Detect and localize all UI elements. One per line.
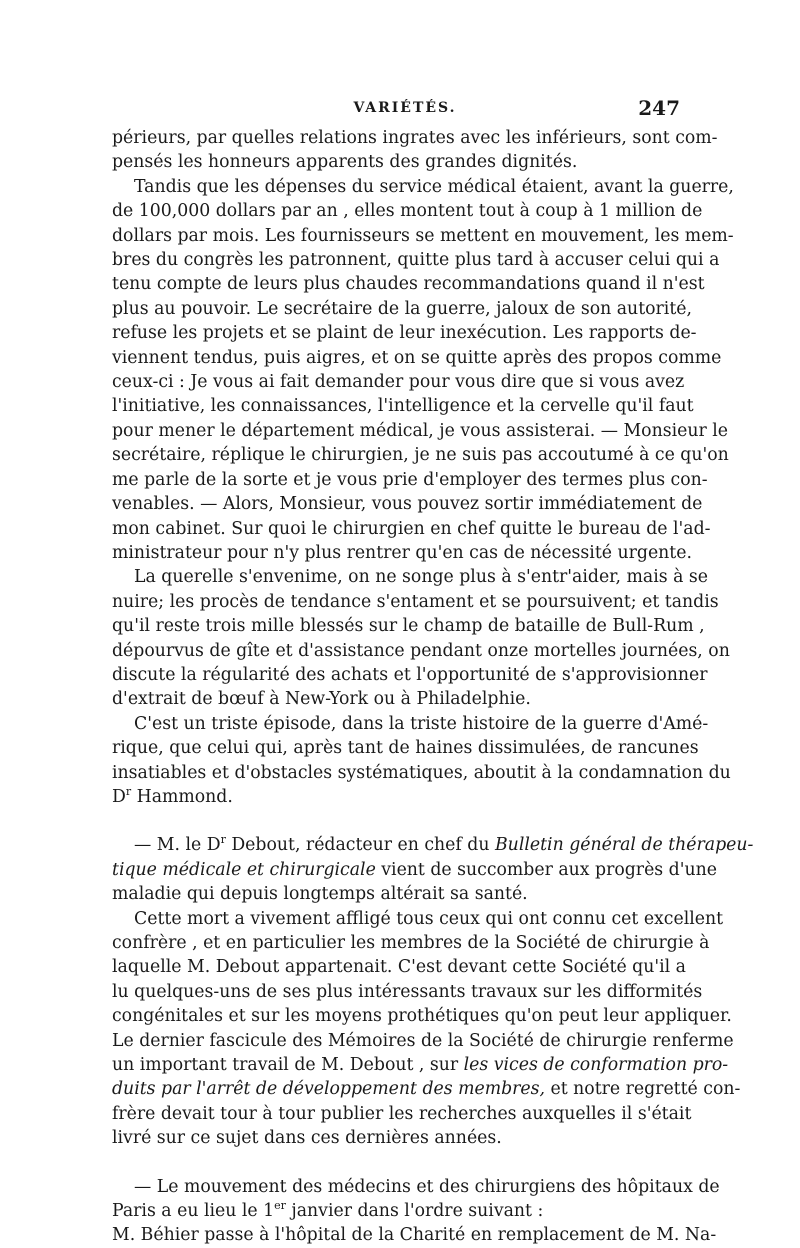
text-line: Cette mort a vivement affligé tous ceux qui ont connu cet excellent (134, 908, 724, 929)
text-line: ceux-ci : Je vous ai fait demander pour vous dire que si vous avez (112, 372, 685, 393)
text-line: mon cabinet. Sur quoi le chirurgien en chef quitte le bureau de l'ad- (112, 518, 711, 539)
body-text (112, 126, 754, 1248)
text-line: discute la régularité des achats et l'opportunité de s'approvisionner (112, 664, 708, 685)
text-line: Le dernier fascicule des Mémoires de la Société de chirurgie renferme (112, 1030, 734, 1051)
text-line: livré sur ce sujet dans ces dernières années. (112, 1128, 502, 1149)
text-line: frère devait tour à tour publier les recherches auxquelles il s'était (112, 1103, 692, 1124)
paragraph-2 (112, 175, 734, 566)
text-line: laquelle M. Debout appartenait. C'est devant cette Société qu'il a (112, 957, 686, 978)
text-line: rique, que celui qui, après tant de haines dissimulées, de rancunes (112, 738, 699, 759)
text-fragment: vient de succomber aux progrès d'une (375, 859, 717, 880)
superscript: r (125, 785, 132, 799)
text-fragment: et notre regretté con- (545, 1079, 741, 1100)
section-gap (112, 809, 684, 833)
text-line: maladie qui depuis longtemps altérait sa santé. (112, 884, 528, 905)
paragraph-3 (112, 565, 730, 711)
text-line: congénitales et sur les moyens prothétiques qu'on peut leur appliquer. (112, 1006, 732, 1027)
journal-title: tique médicale et chirurgicale (112, 859, 376, 880)
text-line: Tandis que les dépenses du service médical étaient, avant la guerre, (134, 176, 734, 197)
journal-title: Bulletin général de thérapeu- (494, 835, 754, 856)
paragraph-4 (112, 712, 731, 810)
text-line: pensés les honneurs apparents des grandes dignités. (112, 152, 578, 173)
text-fragment: — M. le D (134, 835, 221, 856)
paragraph-7 (112, 1175, 720, 1248)
page-number: 247 (638, 96, 680, 120)
text-line: M. Béhier passe à l'hôpital de la Charité en remplacement de M. Na- (112, 1225, 717, 1246)
text-line: confrère , et en particulier les membres de la Société de chirurgie à (112, 933, 710, 953)
text-line: secrétaire, réplique le chirurgien, je ne suis pas accoutumé à ce qu'on (112, 445, 729, 466)
text-line (112, 833, 754, 857)
text-fragment: Paris a eu lieu le 1 (112, 1201, 275, 1222)
text-line: insatiables et d'obstacles systématiques, aboutit à la condamnation du (112, 762, 731, 783)
text-line: me parle de la sorte et je vous prie d'employer des termes plus con- (112, 469, 708, 490)
text-fragment: Debout, rédacteur en chef du (225, 835, 495, 856)
text-line: bres du congrès les patronnent, quitte plus tard à accuser celui qui a (112, 250, 720, 271)
text-line: l'initiative, les connaissances, l'intelligence et la cervelle qu'il faut (112, 396, 694, 417)
text-line (112, 785, 684, 809)
text-line: venables. — Alors, Monsieur, vous pouvez sortir immédiatement de (112, 494, 703, 515)
superscript: er (274, 1199, 286, 1213)
text-line: de 100,000 dollars par an , elles montent tout à coup à 1 million de (112, 201, 703, 222)
text-fragment: Hammond. (131, 786, 233, 807)
text-line: plus au pouvoir. Le secrétaire de la guerre, jaloux de son autorité, (112, 298, 692, 319)
text-line (112, 858, 717, 882)
paragraph-5 (112, 833, 754, 906)
running-title: VARIÉTÉS. (353, 100, 457, 116)
text-line: dépourvus de gîte et d'assistance pendant onze mortelles journées, on (112, 640, 730, 661)
text-line: refuse les projets et se plaint de leur inexécution. Les rapports de- (112, 323, 697, 344)
text-fragment: janvier dans l'ordre suivant : (285, 1201, 544, 1222)
text-line: lu quelques-uns de ses plus intéressants travaux sur les difformités (112, 981, 703, 1002)
text-line: ministrateur pour n'y plus rentrer qu'en cas de nécessité urgente. (112, 542, 692, 563)
paragraph-6 (112, 907, 741, 1151)
text-line (112, 1199, 684, 1223)
text-line: La querelle s'envenime, on ne songe plus à s'entr'aider, mais à se (134, 567, 708, 588)
text-line: d'extrait de bœuf à New-York ou à Philadelphie. (112, 689, 531, 710)
text-line: — Le mouvement des médecins et des chirurgiens des hôpitaux de (134, 1176, 720, 1197)
text-line: dollars par mois. Les fournisseurs se mettent en mouvement, les mem- (112, 225, 734, 246)
text-line: C'est un triste épisode, dans la triste histoire de la guerre d'Amé- (134, 713, 709, 734)
text-fragment: un important travail de M. Debout , sur (112, 1055, 464, 1076)
text-line (112, 1053, 729, 1077)
page-header (130, 96, 680, 122)
text-line: pour mener le département médical, je vous assisterai. — Monsieur le (112, 420, 728, 441)
section-gap (112, 1151, 684, 1175)
paragraph-1 (112, 126, 718, 175)
text-line: périeurs, par quelles relations ingrates avec les inférieurs, sont com- (112, 128, 718, 148)
work-title: les vices de conformation pro- (463, 1055, 729, 1076)
text-line (112, 1077, 741, 1101)
text-line: tenu compte de leurs plus chaudes recommandations quand il n'est (112, 274, 705, 295)
doctor-abbrev: D (112, 786, 126, 807)
text-line: qu'il reste trois mille blessés sur le champ de bataille de Bull-Rum , (112, 616, 705, 637)
text-line: viennent tendus, puis aigres, et on se quitte après des propos comme (112, 347, 722, 368)
text-line: nuire; les procès de tendance s'entament et se poursuivent; et tandis (112, 591, 719, 612)
superscript: r (220, 833, 226, 847)
work-title: duits par l'arrêt de développement des membres, (112, 1079, 546, 1100)
